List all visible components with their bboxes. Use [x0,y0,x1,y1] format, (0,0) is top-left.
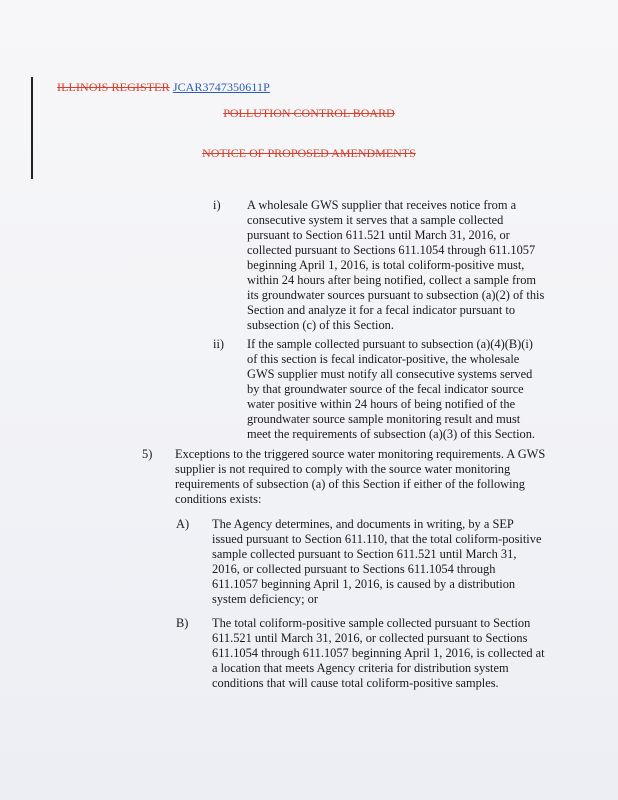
item-5-paragraph: Exceptions to the triggered source water monitoring requirements. A GWS supplier is not required to comply with the source water monitoring requirements of subsection (a) of this Section if either of the following conditions exists: [175,447,546,506]
register-inserted-text: JCAR3747350611P [172,80,270,94]
item-A-paragraph: The Agency determines, and documents in writing, by a SEP issued pursuant to Section 611.110, that the total coliform-positive sample collected pursuant to Section 611.521 until March 31, 2016, or collected pursuant to Sections 611.1054 through 611.1057 beginning April 1, 2016, is caused by a distribution system deficiency; or [212,517,542,606]
item-A-label: A) [176,517,190,531]
item-B-label: B) [176,616,189,630]
item-5-text [175,447,550,507]
item-5-label: 5) [142,447,153,461]
register-header [57,80,270,95]
notice-title: NOTICE OF PROPOSED AMENDMENTS [202,146,416,160]
register-struck-text: ILLINOIS REGISTER [57,80,170,94]
item-B-text [212,616,550,691]
item-B-paragraph: The total coliform-positive sample collected pursuant to Section 611.521 until March 31, 2016, or collected pursuant to Sections 611.1054 through 611.1057 beginning April 1, 2016, is collected at a location that meets Agency criteria for distribution system conditions that will cause total coliform-positive samples. [212,616,545,690]
item-i-paragraph: A wholesale GWS supplier that receives notice from a consecutive system it serves that a sample collected pursuant to Section 611.521 until March 31, 2016, or collected pursuant to Sections 611.1054 through 611.1057 beginning April 1, 2016, is total coliform-positive must, within 24 hours after being notified, collect a sample from its groundwater sources pursuant to subsection (a)(2) of this Section and analyze it for a fecal indicator pursuant to subsection (c) of this Section. [247,198,545,332]
item-ii-text [247,337,539,442]
item-ii-label: ii) [213,337,225,351]
board-title: POLLUTION CONTROL BOARD [223,106,395,120]
item-i-text [247,198,547,333]
revision-change-bar [31,77,33,179]
item-A-text [212,517,542,607]
item-ii-paragraph: If the sample collected pursuant to subsection (a)(4)(B)(i) of this section is fecal indicator-positive, the wholesale GWS supplier must notify all consecutive systems served by that groundwater source of the fecal indicator source water positive within 24 hours of being notified of the groundwater source sample monitoring result and must meet the requirements of subsection (a)(3) of this Section. [247,337,535,441]
item-i-label: i) [213,198,221,212]
